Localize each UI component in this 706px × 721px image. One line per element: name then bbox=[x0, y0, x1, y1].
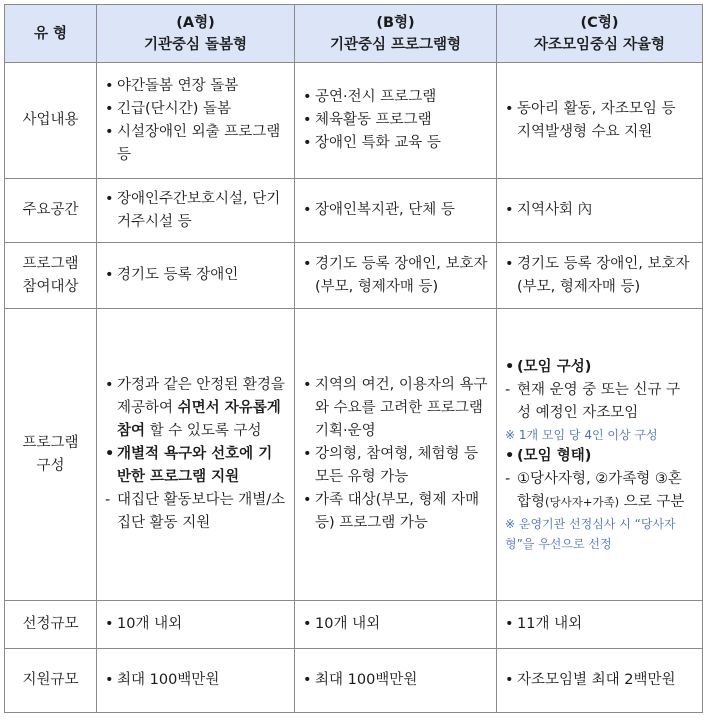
list-item: • 장애인주간보호시설, 단기거주시설 등 bbox=[105, 188, 286, 234]
cell-support-b bbox=[295, 649, 497, 713]
cell-support-a bbox=[97, 649, 295, 713]
list-item: • 공연·전시 프로그램 bbox=[303, 86, 488, 109]
list-item: • 경기도 등록 장애인 bbox=[105, 264, 286, 287]
list-item: • (모임 구성) bbox=[505, 356, 694, 379]
cell-business-b bbox=[295, 63, 497, 179]
type-header: 유 형 bbox=[5, 5, 97, 63]
list-item: • 지역의 여건, 이용자의 욕구와 수요를 고려한 프로그램 기획·운영 bbox=[303, 374, 488, 443]
composition-c2-small: (당사자+가족) bbox=[545, 494, 620, 509]
row-label-target-line2: 참여대상 bbox=[22, 278, 79, 295]
list-item: - 대집단 활동보다는 개별/소집단 활동 지원 bbox=[105, 489, 286, 535]
row-label-space: 주요공간 bbox=[5, 179, 97, 243]
composition-a1-pre: 가정과 같은 안정된 환경을 제공하여 bbox=[117, 377, 285, 416]
list-item: • 가족 대상(부모, 형제 자매 등) 프로그램 가능 bbox=[303, 489, 488, 535]
list-item bbox=[505, 468, 694, 514]
list-item: • 강의형, 참여형, 체험형 등 모든 유형 가능 bbox=[303, 443, 488, 489]
list-item: • 최대 100백만원 bbox=[303, 669, 488, 692]
type-a-header bbox=[97, 5, 295, 63]
list-item: • 동아리 활동, 자조모임 등 지역발생형 수요 지원 bbox=[505, 98, 694, 144]
list-item: • 11개 내외 bbox=[505, 613, 694, 636]
type-b-header bbox=[295, 5, 497, 63]
list-item: • 긴급(단시간) 돌봄 bbox=[105, 98, 286, 121]
list-item: • 10개 내외 bbox=[303, 613, 488, 636]
list-item: • (모임 형태) bbox=[505, 445, 694, 468]
header-row bbox=[5, 5, 703, 63]
cell-selection-c bbox=[497, 601, 703, 649]
cell-selection-b bbox=[295, 601, 497, 649]
type-a-title: 기관중심 돌봄형 bbox=[143, 36, 248, 53]
list-item: • 시설장애인 외출 프로그램 등 bbox=[105, 121, 286, 167]
cell-target-c bbox=[497, 243, 703, 309]
list-item: • 10개 내외 bbox=[105, 613, 286, 636]
row-label-selection: 선정규모 bbox=[5, 601, 97, 649]
cell-composition-b bbox=[295, 309, 497, 601]
cell-space-b bbox=[295, 179, 497, 243]
table-row-composition bbox=[5, 309, 703, 601]
list-item: • 최대 100백만원 bbox=[105, 669, 286, 692]
cell-target-a bbox=[97, 243, 295, 309]
list-item: • 장애인복지관, 단체 등 bbox=[303, 199, 488, 222]
table-row-target bbox=[5, 243, 703, 309]
row-label-composition-line2: 구성 bbox=[36, 457, 65, 474]
cell-selection-a bbox=[97, 601, 295, 649]
list-item: • 개별적 욕구와 선호에 기반한 프로그램 지원 bbox=[105, 443, 286, 489]
cell-space-c bbox=[497, 179, 703, 243]
cell-composition-a bbox=[97, 309, 295, 601]
composition-a1-bold: 쉬면서 자유롭게 참여 bbox=[117, 400, 281, 439]
cell-business-c bbox=[497, 63, 703, 179]
list-item: • 야간돌봄 연장 돌봄 bbox=[105, 75, 286, 98]
cell-space-a bbox=[97, 179, 295, 243]
type-c-header bbox=[497, 5, 703, 63]
composition-c2-main: ①당사자형, ②가족형 ③혼합형 bbox=[517, 470, 682, 510]
type-c-code: (C형) bbox=[580, 14, 619, 31]
row-label-business: 사업내용 bbox=[5, 63, 97, 179]
cell-support-c bbox=[497, 649, 703, 713]
cell-business-a bbox=[97, 63, 295, 179]
row-label-target-line1: 프로그램 bbox=[22, 255, 79, 272]
table-row-selection bbox=[5, 601, 703, 649]
table-row-support bbox=[5, 649, 703, 713]
table-row-business bbox=[5, 63, 703, 179]
program-type-table bbox=[4, 4, 703, 713]
type-b-title: 기관중심 프로그램형 bbox=[329, 36, 462, 53]
cell-composition-c bbox=[497, 309, 703, 601]
type-c-title: 자조모임중심 자율형 bbox=[533, 36, 666, 53]
row-label-composition bbox=[5, 309, 97, 601]
note-text: ※ 1개 모임 당 4인 이상 구성 bbox=[505, 427, 658, 442]
list-item: • 경기도 등록 장애인, 보호자(부모, 형제자매 등) bbox=[303, 253, 488, 299]
composition-a1-post: 할 수 있도록 구성 bbox=[149, 423, 262, 439]
list-item: • 지역사회 內 bbox=[505, 199, 694, 222]
row-label-composition-line1: 프로그램 bbox=[22, 434, 79, 451]
type-a-code: (A형) bbox=[176, 14, 215, 31]
list-item: • 자조모임별 최대 2백만원 bbox=[505, 669, 694, 692]
row-label-target bbox=[5, 243, 97, 309]
list-item: • 경기도 등록 장애인, 보호자(부모, 형제자매 등) bbox=[505, 253, 694, 299]
list-item: - 현재 운영 중 또는 신규 구성 예정인 자조모임 bbox=[505, 379, 694, 425]
composition-c2-end: 으로 구분 bbox=[623, 493, 685, 510]
list-item bbox=[105, 374, 286, 443]
row-label-support: 지원규모 bbox=[5, 649, 97, 713]
note-text: ※ 운영기관 선정심사 시 “당사자형”을 우선으로 선정 bbox=[505, 516, 676, 551]
list-item: • 장애인 특화 교육 등 bbox=[303, 132, 488, 155]
type-b-code: (B형) bbox=[376, 14, 415, 31]
cell-target-b bbox=[295, 243, 497, 309]
list-item: • 체육활동 프로그램 bbox=[303, 109, 488, 132]
table-row-space bbox=[5, 179, 703, 243]
